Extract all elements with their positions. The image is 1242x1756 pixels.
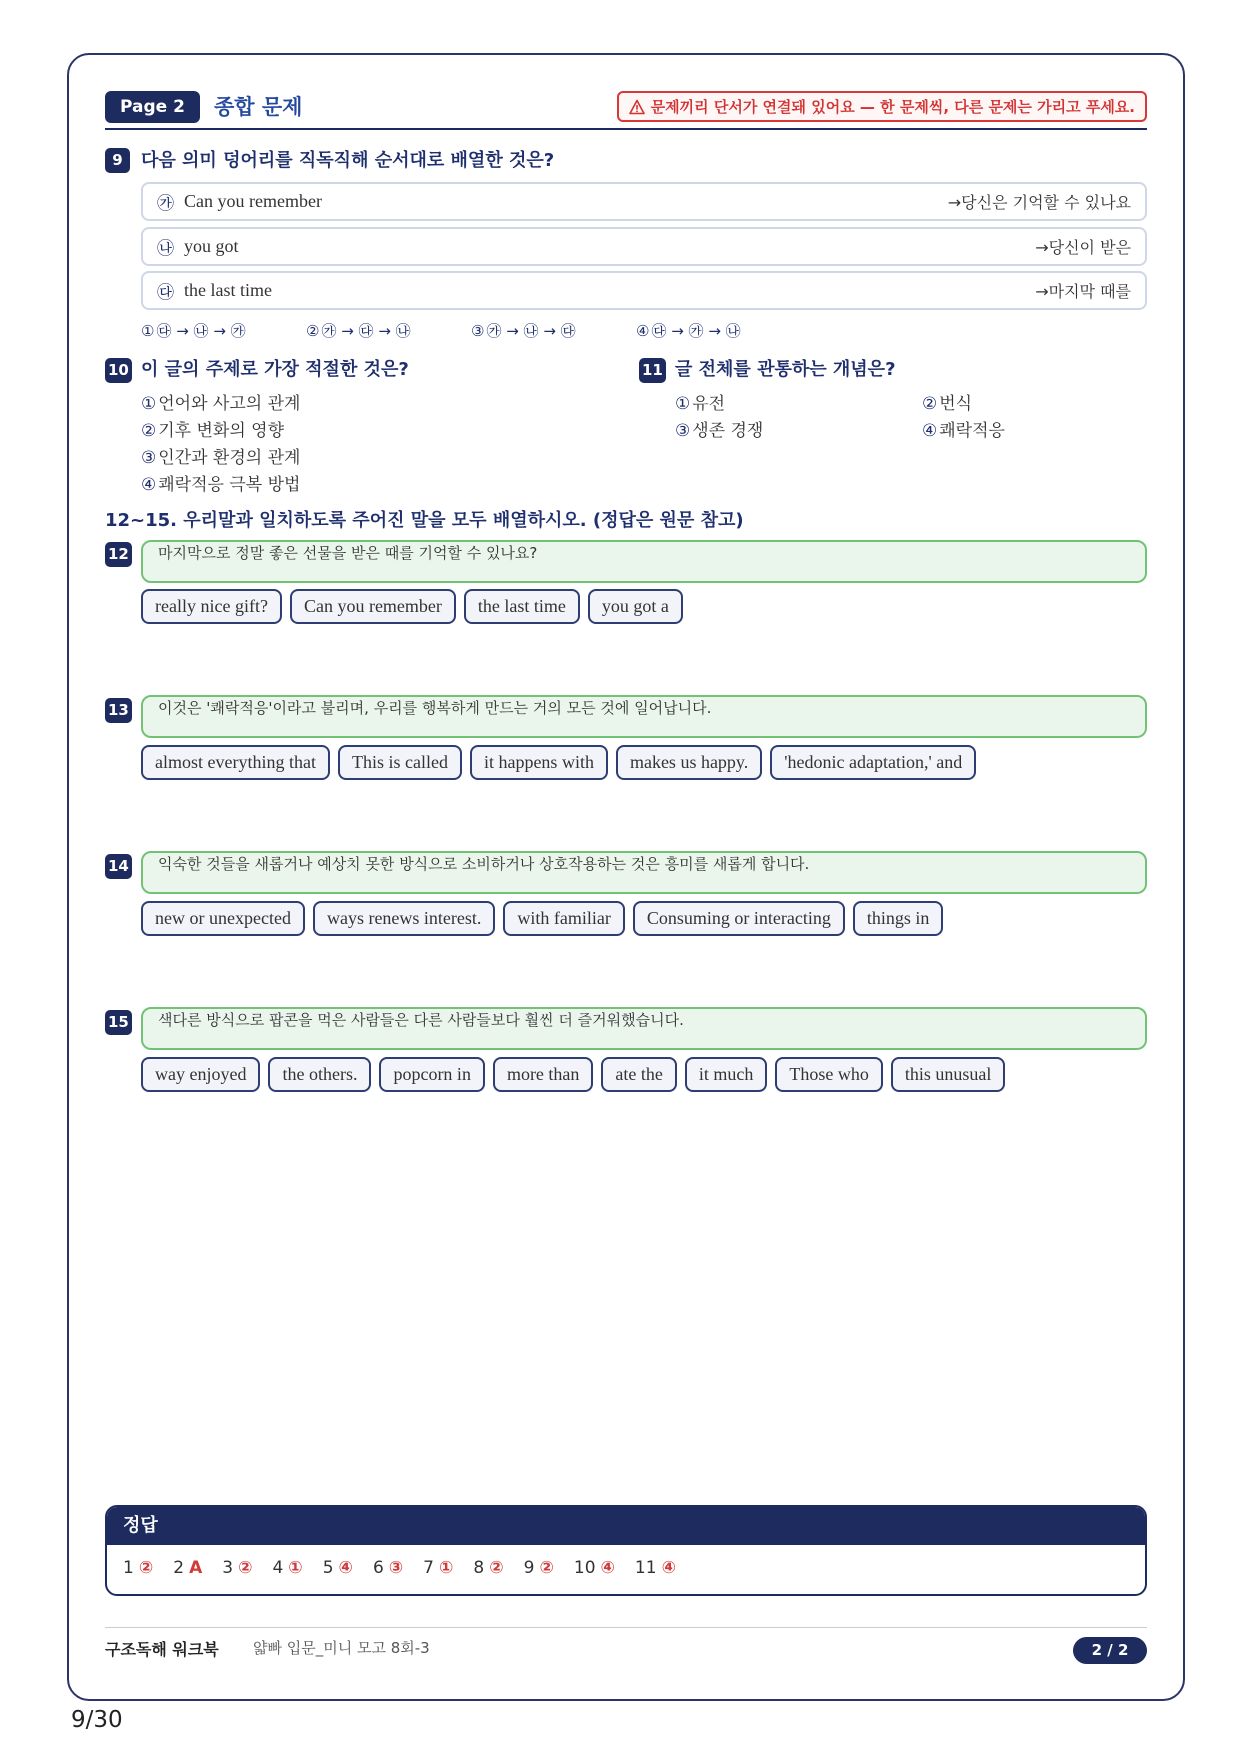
chunk-korean: →당신은 기억할 수 있나요: [947, 193, 1131, 212]
word-chip: the others.: [268, 1057, 371, 1092]
option-text: ㉮ → ㉯ → ㉰: [486, 322, 576, 340]
answer-value: ②: [489, 1558, 504, 1578]
answer-value: ①: [439, 1558, 454, 1578]
word-chip: Can you remember: [290, 589, 456, 624]
word-chip: almost everything that: [141, 745, 330, 780]
word-chip: you got a: [588, 589, 683, 624]
chunk-mark: ㉰: [157, 283, 174, 303]
option-mark: ②: [922, 394, 938, 414]
chunk-mark: ㉯: [157, 239, 174, 259]
chunk-row: [141, 227, 1147, 266]
option-mark: ④: [636, 322, 650, 340]
answer-key-row: [107, 1558, 1145, 1578]
answer-number: 3: [222, 1558, 234, 1578]
chunk-korean: →당신이 받은: [1035, 238, 1131, 257]
option-mark: ②: [141, 421, 157, 441]
question-number-badge: 15: [105, 1010, 132, 1035]
chunk-english: you got: [184, 236, 239, 256]
option-text: 기후 변화의 영향: [158, 421, 285, 441]
chunk-mark: ㉮: [157, 194, 174, 214]
answer-option: [471, 320, 576, 341]
option-mark: ③: [141, 448, 157, 468]
korean-hint-box: 익숙한 것들을 새롭거나 예상치 못한 방식으로 소비하거나 상호작용하는 것은 흥미를 새롭게 합니다.: [141, 851, 1147, 894]
answer-value: ④: [661, 1558, 676, 1578]
answer-value: ②: [238, 1558, 253, 1578]
warning-text: 문제끼리 단서가 연결돼 있어요 — 한 문제씩, 다른 문제는 가리고 푸세요.: [650, 98, 1135, 116]
word-chip: ways renews interest.: [313, 901, 495, 936]
word-chip-row: [141, 589, 683, 624]
option-mark: ④: [922, 421, 938, 441]
word-chip: this unusual: [891, 1057, 1006, 1092]
word-chip-row: [141, 745, 976, 780]
answer-item: [574, 1558, 615, 1578]
option-text: 인간과 환경의 관계: [158, 448, 301, 468]
footer-subtitle: 얇빠 입문_미니 모고 8회-3: [253, 1639, 430, 1657]
answer-number: 8: [473, 1558, 485, 1578]
word-chip: ate the: [601, 1057, 676, 1092]
answer-value: ③: [388, 1558, 404, 1578]
answer-value: ②: [138, 1558, 154, 1578]
page-label: Page 2: [105, 91, 200, 123]
answer-item: [473, 1558, 503, 1578]
answer-value: ②: [539, 1558, 554, 1578]
question-number-badge: 12: [105, 542, 132, 567]
option-mark: ③: [675, 421, 691, 441]
word-chip-row: [141, 901, 943, 936]
chunk-english: Can you remember: [184, 191, 322, 211]
footer-page-number: 2 / 2: [1073, 1637, 1147, 1664]
word-chip: Consuming or interacting: [633, 901, 845, 936]
answer-value: ④: [600, 1558, 615, 1578]
answer-option: [141, 443, 300, 468]
answer-item: [222, 1558, 252, 1578]
answer-number: 11: [634, 1558, 657, 1578]
korean-hint-box: 색다른 방식으로 팝콘을 먹은 사람들은 다른 사람들보다 훨씬 더 즐거워했습니다.: [141, 1007, 1147, 1050]
option-text: 번식: [939, 394, 973, 414]
question-number-badge: 14: [105, 854, 132, 879]
question-number-badge: 10: [105, 358, 132, 383]
answer-item: [272, 1558, 302, 1578]
answer-value: ④: [338, 1558, 353, 1578]
option-mark: ①: [141, 322, 155, 340]
word-chip: new or unexpected: [141, 901, 305, 936]
answer-option: [306, 320, 411, 341]
word-chip: This is called: [338, 745, 462, 780]
word-chip: it much: [685, 1057, 768, 1092]
answer-option: [675, 416, 763, 441]
answer-item: [123, 1558, 153, 1578]
korean-hint-box: 이것은 '쾌락적응'이라고 불리며, 우리를 행복하게 만드는 거의 모든 것에 일어납니다.: [141, 695, 1147, 738]
option-text: ㉮ → ㉰ → ㉯: [321, 322, 411, 340]
chunk-english: the last time: [184, 280, 272, 300]
answer-option: [922, 416, 1005, 441]
answer-number: 4: [272, 1558, 284, 1578]
option-mark: ③: [471, 322, 485, 340]
chunk-row: [141, 182, 1147, 221]
answer-option: [141, 470, 300, 495]
word-chip: way enjoyed: [141, 1057, 260, 1092]
footer-title: 구조독해 워크북: [105, 1640, 219, 1659]
answer-option: [141, 416, 284, 441]
answer-number: 5: [322, 1558, 334, 1578]
chunk-korean: →마지막 때를: [1035, 282, 1131, 301]
header-divider: [105, 128, 1147, 130]
answer-item: [423, 1558, 453, 1578]
word-chip: it happens with: [470, 745, 608, 780]
footer-divider: [105, 1627, 1147, 1628]
arrange-instruction: 12~15. 우리말과 일치하도록 주어진 말을 모두 배열하시오. (정답은 원문 참고): [105, 510, 744, 531]
korean-hint-box: 마지막으로 정말 좋은 선물을 받은 때를 기억할 수 있나요?: [141, 540, 1147, 583]
answer-number: 10: [573, 1558, 596, 1578]
question-prompt: 이 글의 주제로 가장 적절한 것은?: [141, 359, 409, 380]
option-mark: ①: [675, 394, 691, 414]
answer-key-title: 정답: [107, 1507, 1145, 1545]
chunk-row: [141, 271, 1147, 310]
word-chip: really nice gift?: [141, 589, 282, 624]
option-mark: ④: [141, 475, 157, 495]
word-chip: makes us happy.: [616, 745, 762, 780]
answer-item: [373, 1558, 403, 1578]
warning-banner: [617, 91, 1147, 122]
option-text: ㉰ → ㉮ → ㉯: [651, 322, 741, 340]
option-mark: ①: [141, 394, 157, 414]
answer-option: [141, 320, 246, 341]
option-mark: ②: [306, 322, 320, 340]
answer-number: 7: [423, 1558, 434, 1578]
option-text: 언어와 사고의 관계: [158, 394, 301, 414]
word-chip: 'hedonic adaptation,' and: [770, 745, 976, 780]
option-text: 쾌락적응: [939, 421, 1005, 441]
page-counter: 9/30: [71, 1707, 123, 1733]
answer-value: A: [189, 1558, 203, 1578]
answer-option: [636, 320, 741, 341]
question-prompt: 글 전체를 관통하는 개념은?: [675, 359, 896, 380]
answer-option: [675, 389, 725, 414]
option-text: ㉰ → ㉯ → ㉮: [156, 322, 246, 340]
answer-key-box: [105, 1505, 1147, 1596]
question-number-badge: 9: [105, 148, 130, 173]
option-text: 쾌락적응 극복 방법: [158, 475, 301, 495]
answer-number: 6: [372, 1558, 384, 1578]
word-chip: more than: [493, 1057, 593, 1092]
option-text: 생존 경쟁: [692, 421, 764, 441]
answer-item: [524, 1558, 554, 1578]
word-chip: with familiar: [503, 901, 624, 936]
answer-value: ①: [288, 1558, 303, 1578]
answer-number: 2: [173, 1558, 185, 1578]
answer-option: [141, 389, 300, 414]
answer-item: [323, 1558, 353, 1578]
warning-icon: [629, 99, 645, 115]
answer-item: [173, 1558, 202, 1578]
word-chip: Those who: [775, 1057, 883, 1092]
word-chip: popcorn in: [379, 1057, 484, 1092]
question-prompt: 다음 의미 덩어리를 직독직해 순서대로 배열한 것은?: [141, 150, 555, 171]
word-chip-row: [141, 1057, 1005, 1092]
word-chip: things in: [853, 901, 944, 936]
answer-number: 9: [523, 1558, 535, 1578]
question-number-badge: 13: [105, 698, 132, 723]
answer-number: 1: [123, 1558, 134, 1578]
option-text: 유전: [692, 394, 726, 414]
answer-option: [922, 389, 972, 414]
section-title: 종합 문제: [214, 95, 303, 119]
answer-item: [635, 1558, 676, 1578]
word-chip: the last time: [464, 589, 580, 624]
question-number-badge: 11: [639, 358, 666, 383]
